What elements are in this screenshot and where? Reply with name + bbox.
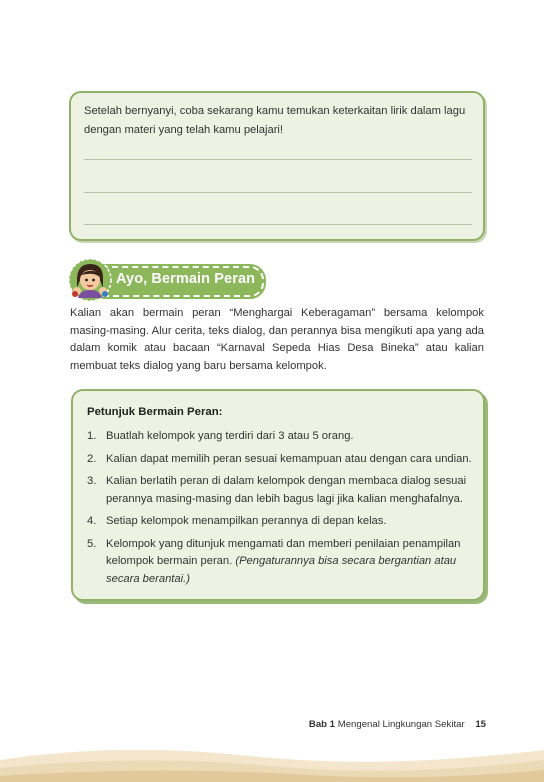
footer-wave-decoration [0, 732, 544, 782]
step-text: Kalian dapat memilih peran sesuai kemampuan atau dengan cara undian. [106, 452, 472, 465]
step-text: Kalian berlatih peran di dalam kelompok dengan membaca dialog sesuai perannya masing-masing dan lebih bagus lagi jika kalian menghafalnya. [106, 475, 467, 505]
answer-line [84, 159, 472, 160]
step-text: Setiap kelompok menampilkan perannya di depan kelas. [106, 515, 387, 527]
answer-line [84, 224, 472, 225]
step-note: (Pengaturannya bisa secara bergantian atau secara berantai.) [106, 555, 457, 585]
step-number: 4. [87, 515, 97, 527]
instructions-list [87, 428, 473, 593]
list-item [87, 451, 473, 469]
question-text: Setelah bernyanyi, coba sekarang kamu temukan keterkaitan lirik dalam lagu dengan materi yang telah kamu pelajari! [84, 105, 466, 136]
step-number: 3. [87, 475, 97, 487]
girl-mascot-icon [68, 258, 114, 302]
list-item [87, 428, 473, 446]
step-number: 2. [87, 452, 97, 465]
section-heading [68, 258, 268, 298]
instructions-title: Petunjuk Bermain Peran: [87, 406, 223, 418]
page-number: 15 [475, 719, 486, 730]
question-box [69, 91, 485, 241]
chapter-label: Bab 1 [308, 719, 336, 730]
step-text: Kelompok yang ditunjuk mengamati dan memberi penilaian penampilan kelompok bermain peran. [106, 537, 461, 567]
instructions-box [71, 389, 485, 601]
step-number: 5. [87, 537, 97, 550]
step-text: Buatlah kelompok yang terdiri dari 3 atau 5 orang. [106, 430, 354, 442]
list-item [87, 513, 473, 531]
page-footer [309, 719, 486, 730]
intro-paragraph: Kalian akan bermain peran “Menghargai Keberagaman” bersama kelompok masing-masing. Alur cerita, teks dialog, dan perannya bisa mengikuti apa yang ada dalam komik atau bacaan “Karnaval Sepeda Hias Desa Bineka” atau kalian membuat teks dialog yang baru bersama kelompok. [70, 307, 484, 372]
chapter-title: Mengenal Lingkungan Sekitar [337, 719, 465, 730]
list-item [87, 536, 473, 589]
list-item [87, 473, 473, 508]
section-heading-text: Ayo, Bermain Peran [116, 271, 256, 287]
step-number: 1. [87, 430, 97, 442]
answer-line [84, 192, 472, 193]
